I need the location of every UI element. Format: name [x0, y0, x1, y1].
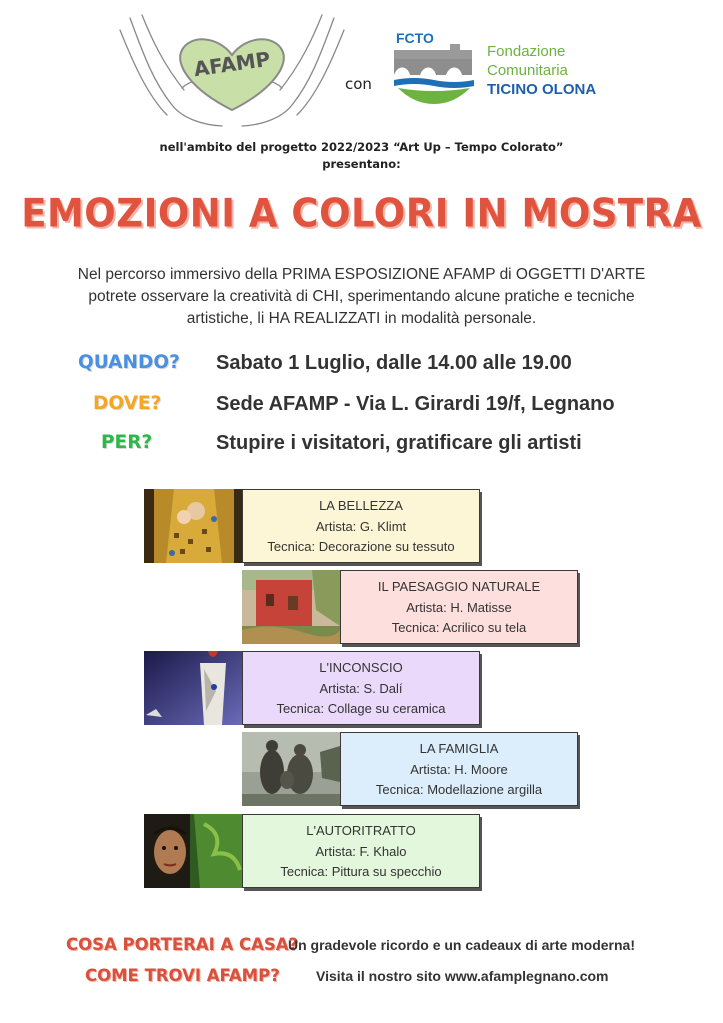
artwork-title: L'INCONSCIO [319, 660, 403, 675]
con-label: con [345, 75, 372, 93]
footer-question-take-home: COSA PORTERAI A CASA? [66, 935, 299, 954]
afamp-logo-text: AFAMP [192, 46, 272, 82]
per-label: PER? [101, 432, 153, 453]
fcto-name-line2: Comunitaria [487, 62, 568, 79]
artwork-card-famiglia [242, 732, 578, 806]
description-line: potrete osservare la creatività di CHI, sperimentando alcune pratiche e tecniche [88, 288, 635, 305]
quando-value: Sabato 1 Luglio, dalle 14.00 alle 19.00 [216, 352, 572, 374]
artwork-card-bellezza [144, 489, 480, 563]
dove-label: DOVE? [93, 393, 162, 414]
per-value: Stupire i visitatori, gratificare gli artisti [216, 432, 582, 454]
artwork-title: L'AUTORITRATTO [306, 823, 416, 838]
description [40, 264, 683, 330]
intro-line2: presentano: [322, 157, 401, 171]
klimt-kiss-image [144, 489, 242, 563]
fcto-name-line1: Fondazione [487, 43, 566, 60]
info-row-per [0, 432, 723, 464]
artwork-info [242, 651, 480, 725]
footer-answer-take-home: Un gradevole ricordo e un cadeaux di arte moderna! [288, 937, 635, 953]
artwork-artist: Artista: S. Dalí [319, 680, 403, 696]
artwork-title: IL PAESAGGIO NATURALE [377, 579, 541, 594]
artwork-technique: Tecnica: Pittura su specchio [280, 864, 442, 879]
main-title: EMOZIONI A COLORI IN MOSTRA [21, 190, 702, 237]
artwork-info [242, 814, 480, 888]
artwork-technique: Tecnica: Decorazione su tessuto [267, 539, 455, 554]
afamp-logo [112, 10, 352, 128]
description-line: Nel percorso immersivo della PRIMA ESPOSIZIONE AFAMP di OGGETTI D'ARTE [77, 266, 646, 283]
dove-value: Sede AFAMP - Via L. Girardi 19/f, Legnano [216, 393, 615, 415]
fcto-name [487, 42, 596, 99]
artwork-title: LA FAMIGLIA [419, 741, 499, 756]
artwork-artist: Artista: F. Khalo [315, 843, 407, 859]
artwork-info [242, 489, 480, 563]
artwork-technique: Tecnica: Acrilico su tela [391, 620, 527, 635]
artwork-card-autoritratto [144, 814, 480, 888]
dali-surreal-image [144, 651, 242, 725]
moore-family-sculpture-image [242, 732, 340, 806]
artwork-artist: Artista: H. Matisse [406, 599, 512, 615]
description-line: artistiche, li HA REALIZZATI in modalità personale. [186, 310, 537, 327]
intro-line1: nell'ambito del progetto 2022/2023 “Art Up – Tempo Colorato” [159, 140, 564, 154]
footer-answer-website: Visita il nostro sito www.afamplegnano.com [316, 968, 609, 984]
info-row-quando [0, 352, 723, 384]
artwork-info [340, 732, 578, 806]
artwork-card-paesaggio [242, 570, 578, 644]
artwork-technique: Tecnica: Collage su ceramica [276, 701, 446, 716]
artwork-title: LA BELLEZZA [319, 498, 403, 513]
artwork-technique: Tecnica: Modellazione argilla [375, 782, 543, 797]
fcto-acronym: FCTO [396, 30, 434, 46]
artwork-card-inconscio [144, 651, 480, 725]
artwork-artist: Artista: G. Klimt [315, 518, 407, 534]
khalo-selfportrait-image [144, 814, 242, 888]
artwork-info [340, 570, 578, 644]
fcto-name-line3: TICINO OLONA [487, 81, 597, 98]
matisse-landscape-image [242, 570, 340, 644]
info-row-dove [0, 393, 723, 425]
quando-label: QUANDO? [78, 352, 180, 373]
fcto-logo [394, 30, 474, 106]
footer-question-find-afamp: COME TROVI AFAMP? [85, 966, 280, 985]
artwork-artist: Artista: H. Moore [410, 761, 508, 777]
